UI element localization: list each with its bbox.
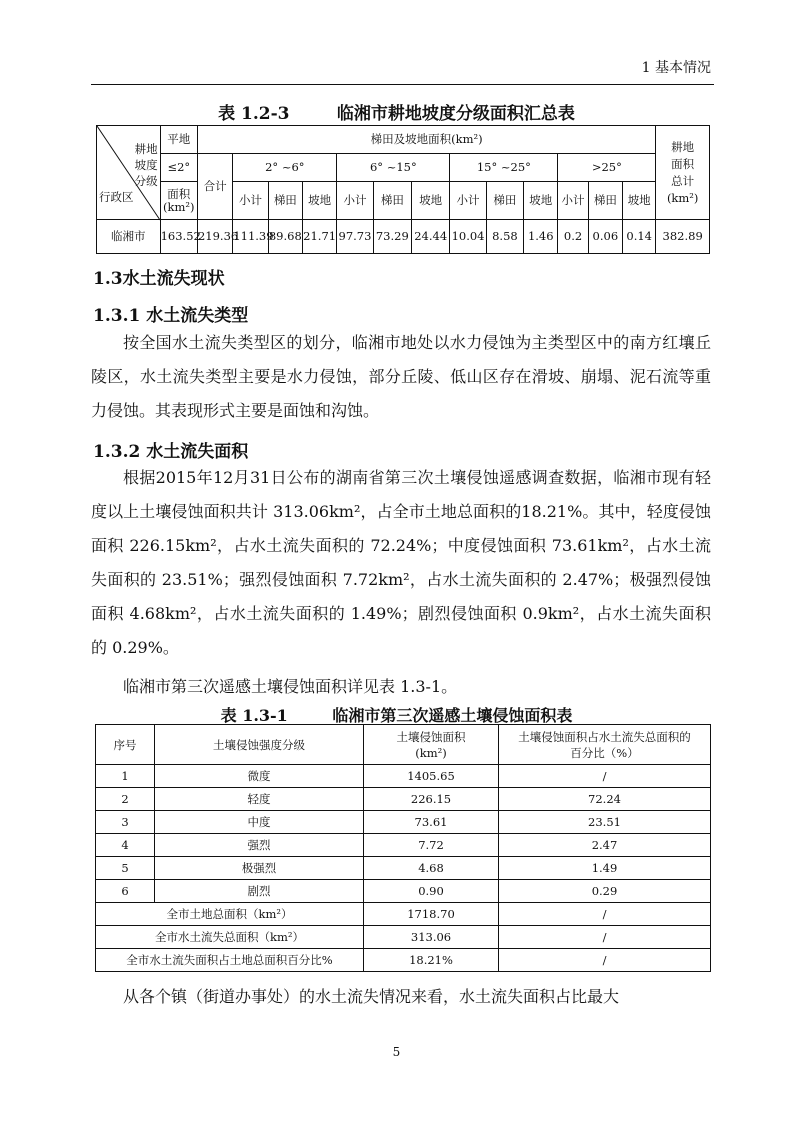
- cell: 8.58: [486, 220, 523, 254]
- sub-header-subtotal: 小计: [337, 182, 373, 220]
- table2-caption: 表 1.3-1 临湘市第三次遥感土壤侵蚀面积表: [220, 706, 573, 725]
- cell: 97.73: [337, 220, 373, 254]
- cell: 73.29: [373, 220, 411, 254]
- table-row: [96, 811, 711, 834]
- running-header: 1 基本情况: [641, 60, 711, 76]
- cell: /: [499, 765, 711, 788]
- flat-unit-label: (km²): [163, 199, 195, 214]
- grand-total-line4: (km²): [666, 190, 699, 205]
- cell: 163.52: [160, 220, 197, 254]
- grand-total-line3: 总计: [671, 173, 695, 188]
- cell: /: [499, 949, 711, 972]
- total-header: 合计: [197, 154, 232, 220]
- flat-area-label: 面积: [167, 186, 191, 201]
- header-percent-label: 土壤侵蚀面积占水土流失总面积的: [518, 729, 691, 744]
- cell: /: [499, 926, 711, 949]
- sub-header-slope: 坡地: [524, 182, 558, 220]
- range-15-25: 15° ~25°: [450, 154, 558, 182]
- cell: 极强烈: [155, 857, 364, 880]
- sub-header-terrace: 梯田: [486, 182, 523, 220]
- cell: 0.06: [588, 220, 622, 254]
- cell: 2: [96, 788, 155, 811]
- summary-row: [96, 949, 711, 972]
- cell: 219.36: [197, 220, 232, 254]
- table-row: [96, 788, 711, 811]
- cell: 10.04: [450, 220, 486, 254]
- corner-header: [97, 126, 161, 220]
- cell: 1: [96, 765, 155, 788]
- cell: 72.24: [499, 788, 711, 811]
- range-gt-25: >25°: [558, 154, 656, 182]
- table-row: [96, 834, 711, 857]
- sub-header-subtotal: 小计: [558, 182, 588, 220]
- cell: 全市水土流失总面积（km²）: [96, 926, 364, 949]
- corner-mid2: 分级: [134, 173, 158, 188]
- header-area: [364, 725, 499, 765]
- erosion-area-table: [95, 724, 711, 972]
- section-heading-1-3-1: 1.3.1 水土流失类型: [93, 306, 249, 326]
- section-heading-1-3-2: 1.3.2 水土流失面积: [93, 442, 249, 462]
- paragraph-text: 根据2015年12月31日公布的湖南省第三次土壤侵蚀遥感调查数据，临湘市现有轻度以上土壤侵蚀面积共计 313.06km²，占全市土地总面积的18.21%。其中，轻度侵蚀面积 226.15km²，占水土流失面积的 72.24%；中度侵蚀面积 73.61km²，占水土流失面积的 23.51%；强烈侵蚀面积 7.72km²，占水土流失面积的 2.47%；极强烈侵蚀面积 4.68km²，占水土流失面积的 1.49%；剧烈侵蚀面积 0.9km²，占水土流失面积的 0.29%。: [91, 468, 711, 657]
- cell: 微度: [155, 765, 364, 788]
- cell: 21.71: [302, 220, 336, 254]
- header-index: 序号: [96, 725, 155, 765]
- table-row: [96, 880, 711, 903]
- cell: 226.15: [364, 788, 499, 811]
- cell: 5: [96, 857, 155, 880]
- cell: 全市土地总面积（km²）: [96, 903, 364, 926]
- sub-header-terrace: 梯田: [373, 182, 411, 220]
- grand-total-header: [656, 126, 710, 220]
- header-rule: [91, 84, 714, 85]
- cell: 0.14: [623, 220, 656, 254]
- header-area-unit: (km²): [415, 745, 447, 760]
- section-heading-1-3: 1.3水土流失现状: [93, 269, 225, 289]
- header-area-label: 土壤侵蚀面积: [396, 729, 466, 744]
- paragraph-text: 临湘市第三次遥感土壤侵蚀面积详见表 1.3-1。: [123, 677, 458, 696]
- cell: 0.2: [558, 220, 588, 254]
- cell: 4.68: [364, 857, 499, 880]
- cell: 4: [96, 834, 155, 857]
- sub-header-terrace: 梯田: [268, 182, 302, 220]
- terrace-group-header: 梯田及坡地面积(km²): [197, 126, 655, 154]
- cell: /: [499, 903, 711, 926]
- grand-total-line1: 耕地: [671, 139, 695, 154]
- cell: 6: [96, 880, 155, 903]
- paragraph-text: 从各个镇（街道办事处）的水土流失情况来看，水土流失面积占比最大: [123, 987, 620, 1006]
- corner-mid1: 坡度: [134, 157, 158, 172]
- flat-area-unit: [160, 182, 197, 220]
- slope-area-table: [96, 125, 710, 254]
- summary-row: [96, 903, 711, 926]
- table-row: [97, 220, 710, 254]
- header-percent: [499, 725, 711, 765]
- paragraph-text: 按全国水土流失类型区的划分，临湘市地处以水力侵蚀为主类型区中的南方红壤丘陵区，水土流失类型主要是水力侵蚀，部分丘陵、低山区存在滑坡、崩塌、泥石流等重力侵蚀。其表现形式主要是面蚀和沟蚀。: [91, 333, 711, 420]
- sub-header-subtotal: 小计: [233, 182, 268, 220]
- cell: 23.51: [499, 811, 711, 834]
- paragraph: [91, 670, 711, 704]
- cell: 382.89: [656, 220, 710, 254]
- grand-total-line2: 面积: [671, 156, 695, 171]
- row-name: 临湘市: [97, 220, 161, 254]
- header-grade: 土壤侵蚀强度分级: [155, 725, 364, 765]
- cell: 2.47: [499, 834, 711, 857]
- cell: 轻度: [155, 788, 364, 811]
- sub-header-slope: 坡地: [302, 182, 336, 220]
- sub-header-slope: 坡地: [623, 182, 656, 220]
- flat-range: ≤2°: [160, 154, 197, 182]
- paragraph: [91, 980, 711, 1014]
- corner-bottom: 行政区: [99, 189, 134, 204]
- corner-top: 耕地: [134, 141, 158, 156]
- cell: 全市水土流失面积占土地总面积百分比%: [96, 949, 364, 972]
- cell: 18.21%: [364, 949, 499, 972]
- range-6-15: 6° ~15°: [337, 154, 450, 182]
- range-2-6: 2° ~6°: [233, 154, 337, 182]
- cell: 1.46: [524, 220, 558, 254]
- cell: 中度: [155, 811, 364, 834]
- cell: 313.06: [364, 926, 499, 949]
- cell: 1405.65: [364, 765, 499, 788]
- flat-header: 平地: [160, 126, 197, 154]
- cell: 1.49: [499, 857, 711, 880]
- cell: 3: [96, 811, 155, 834]
- cell: 0.29: [499, 880, 711, 903]
- sub-header-slope: 坡地: [412, 182, 450, 220]
- cell: 0.90: [364, 880, 499, 903]
- cell: 24.44: [412, 220, 450, 254]
- paragraph: [91, 326, 711, 428]
- cell: 1718.70: [364, 903, 499, 926]
- table-row: [96, 857, 711, 880]
- cell: 剧烈: [155, 880, 364, 903]
- sub-header-terrace: 梯田: [588, 182, 622, 220]
- summary-row: [96, 926, 711, 949]
- cell: 73.61: [364, 811, 499, 834]
- table1-caption: 表 1.2-3 临湘市耕地坡度分级面积汇总表: [218, 104, 575, 124]
- cell: 强烈: [155, 834, 364, 857]
- sub-header-subtotal: 小计: [450, 182, 486, 220]
- paragraph: [91, 461, 711, 665]
- cell: 89.68: [268, 220, 302, 254]
- cell: 7.72: [364, 834, 499, 857]
- header-percent-unit: 百分比（%）: [570, 745, 639, 760]
- cell: 111.39: [233, 220, 268, 254]
- page-number: 5: [392, 1045, 401, 1059]
- table-row: [96, 765, 711, 788]
